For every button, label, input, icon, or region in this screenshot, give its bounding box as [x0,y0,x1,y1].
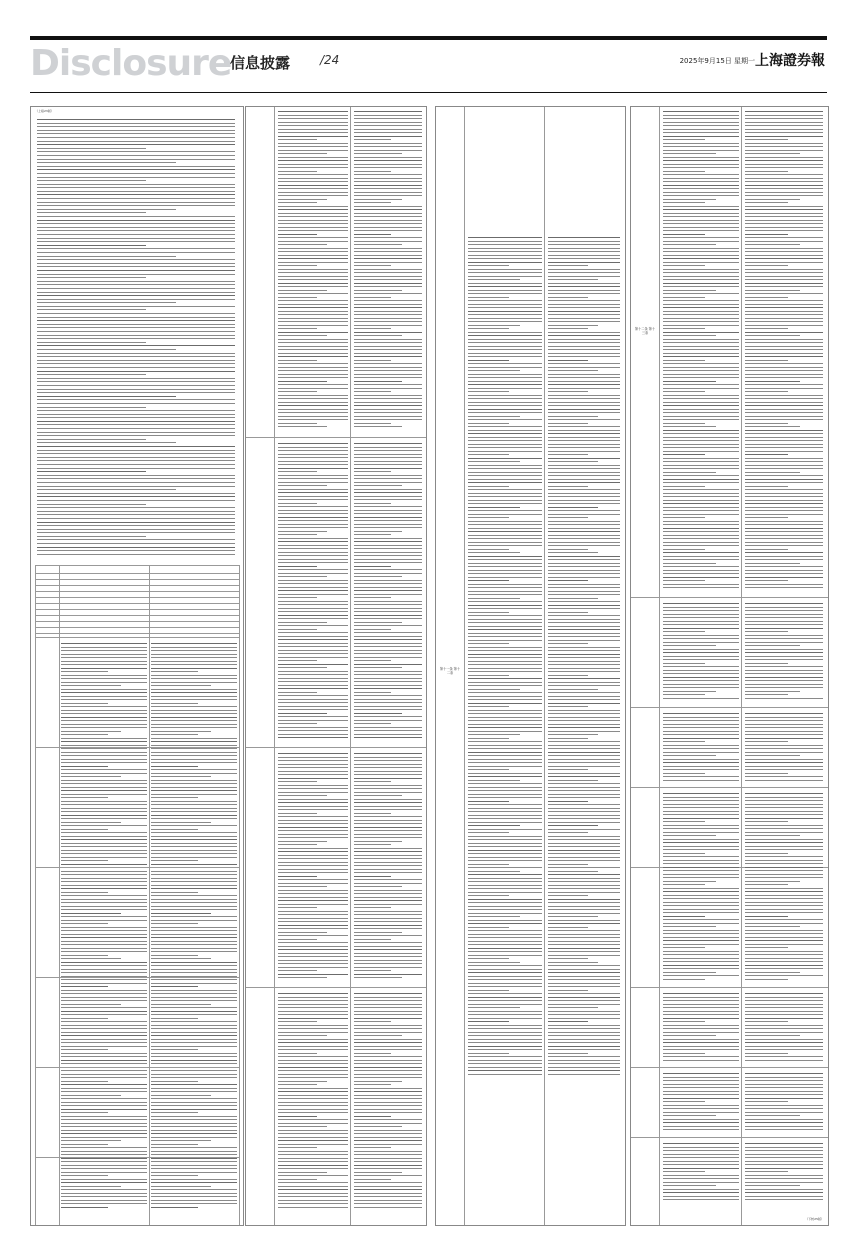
divider [631,987,828,988]
divider [35,1157,239,1158]
divider [544,107,545,1225]
page-number: /24 [320,53,340,67]
text-block [745,713,823,783]
masthead [30,42,827,88]
column-1 [30,106,244,1226]
divider [246,987,426,988]
divider [631,1137,828,1138]
divider [35,615,239,616]
text-block [745,1073,823,1133]
text-block [663,603,739,701]
text-block [745,1143,823,1203]
text-block [278,111,348,430]
text-block [278,443,348,741]
masthead-rule [30,92,827,93]
text-block [745,603,823,701]
divider [35,977,239,978]
divider [35,585,239,586]
text-block [37,119,235,557]
text-block [663,993,739,1063]
text-block [745,793,823,982]
divider [35,573,239,574]
divider [35,565,239,566]
divider [35,1067,239,1068]
section-title: 信息披露 [230,54,291,72]
text-block [151,643,237,1210]
divider [35,633,239,634]
divider [35,747,239,748]
column-2 [245,106,427,1226]
top-rule [30,36,827,40]
text-block [354,111,422,430]
text-block [548,237,620,1077]
brand-wordmark: Disclosure [30,43,232,84]
text-block [278,993,348,1210]
text-block [663,713,739,783]
text-block [745,993,823,1063]
divider [59,565,60,1225]
divider [35,637,239,638]
row-label: 第十一条 第十二条 [439,667,461,675]
divider [35,603,239,604]
issue-date: 2025年9月15日 星期一 [679,57,755,65]
divider [246,747,426,748]
text-block [745,111,823,591]
divider [239,565,240,1225]
divider [35,867,239,868]
text-block [663,1143,739,1203]
column-4 [630,106,829,1226]
divider [741,107,742,1225]
text-block [663,1073,739,1133]
text-block [468,237,542,1077]
divider [631,1067,828,1068]
divider [35,609,239,610]
text-block [663,793,739,982]
text-block [61,643,147,1210]
divider [659,107,660,1225]
divider [35,597,239,598]
continued-from-label: （上接23版） [35,109,54,113]
continued-to-label: （下转25版） [805,1217,824,1221]
divider [35,621,239,622]
divider [631,787,828,788]
divider [274,107,275,1225]
divider [35,627,239,628]
divider [35,565,36,1225]
text-block [354,753,422,981]
row-label: 第十二条 第十三条 [634,327,656,335]
text-block [278,753,348,981]
text-block [663,111,739,591]
divider [464,107,465,1225]
text-block [354,443,422,741]
divider [35,591,239,592]
newspaper-name: 上海證券報 [755,53,825,69]
divider [631,597,828,598]
divider [35,579,239,580]
divider [631,707,828,708]
divider [246,437,426,438]
divider [350,107,351,1225]
column-3 [435,106,626,1226]
divider [149,565,150,1225]
text-block [354,993,422,1210]
